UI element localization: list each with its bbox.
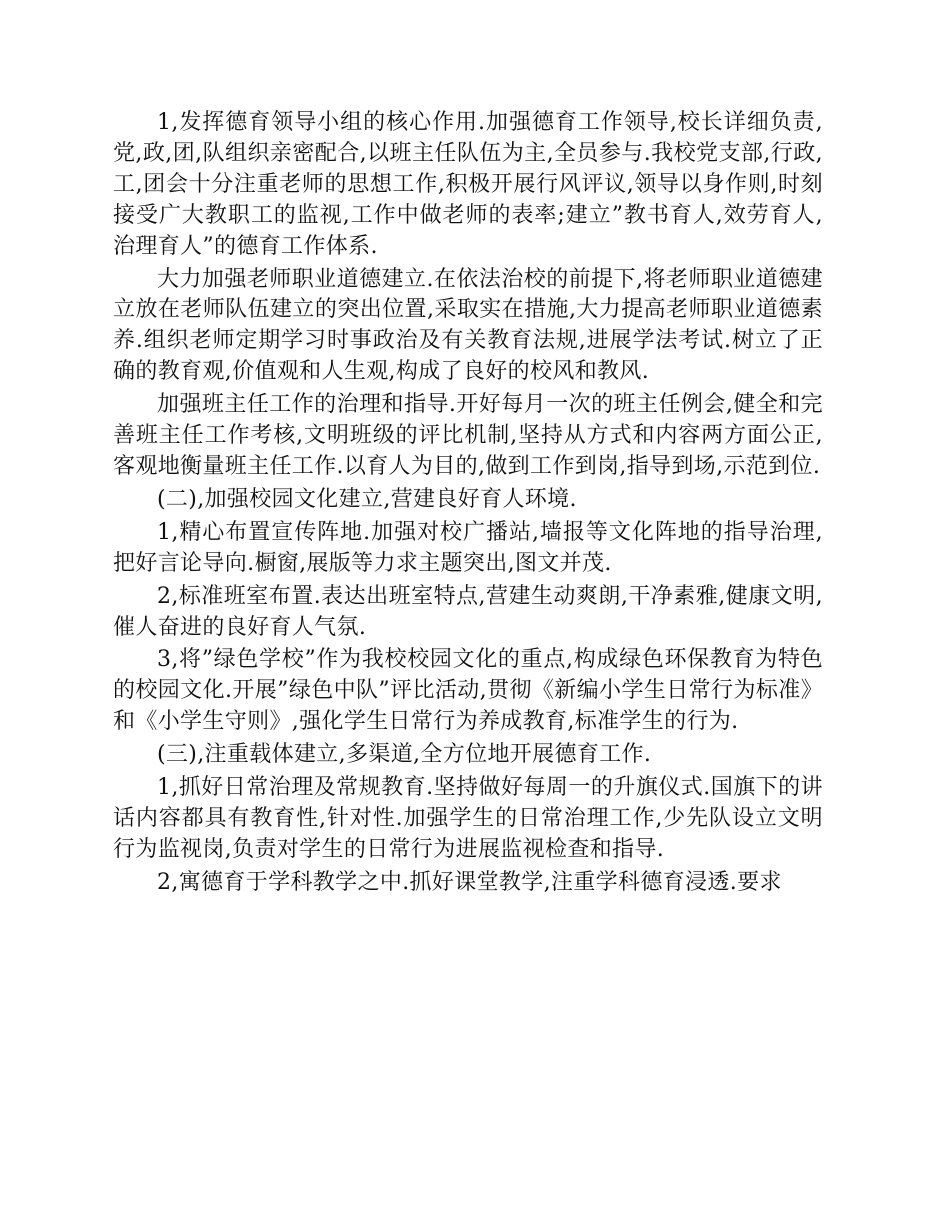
- paragraph-7: 1,抓好日常治理及常规教育.坚持做好每周一的升旗仪式.国旗下的讲话内容都具有教育性,针对性.加强学生的日常治理工作,少先队设立文明行为监视岗,负责对学生的日常行为进展监视检查和指导.: [113, 775, 823, 862]
- section-heading-2: (二),加强校园文化建立,营建良好育人环境.: [157, 486, 577, 512]
- paragraph-3: 加强班主任工作的治理和指导.开好每月一次的班主任例会,健全和完善班主任工作考核,文明班级的评比机制,坚持从方式和内容两方面公正,客观地衡量班主任工作.以育人为目的,做到工作到岗,指导到场,示范到位.: [113, 392, 823, 479]
- paragraph-6: 3,将”绿色学校”作为我校校园文化的重点,构成绿色环保教育为特色的校园文化.开展”绿色中队”评比活动,贯彻《新编小学生日常行为标准》和《小学生守则》,强化学生日常行为养成教育,标准学生的行为.: [113, 647, 823, 735]
- paragraph-5: 2,标准班室布置.表达出班室特点,营建生动爽朗,干净素雅,健康文明,催人奋进的良好育人气氛.: [113, 583, 823, 640]
- document-page: [113, 108, 823, 901]
- paragraph-8: 2,寓德育于学科教学之中.抓好课堂教学,注重学科德育浸透.要求: [157, 869, 782, 895]
- paragraph-4: 1,精心布置宣传阵地.加强对校广播站,墙报等文化阵地的指导治理,把好言论导向.橱窗,展版等力求主题突出,图文并茂.: [113, 519, 823, 576]
- section-heading-3: (三),注重载体建立,多渠道,全方位地开展德育工作.: [157, 742, 652, 768]
- paragraph-1: 1,发挥德育领导小组的核心作用.加强德育工作领导,校长详细负责,党,政,团,队组织亲密配合,以班主任队伍为主,全员参与.我校党支部,行政,工,团会十分注重老师的思想工作,积极开展行风评议,领导以身作则,时刻接受广大教职工的监视,工作中做老师的表率;建立”教书育人,效劳育人,治理育人”的德育工作体系.: [113, 110, 823, 259]
- paragraph-2: 大力加强老师职业道德建立.在依法治校的前提下,将老师职业道德建立放在老师队伍建立的突出位置,采取实在措施,大力提高老师职业道德素养.组织老师定期学习时事政治及有关教育法规,进展学法考试.树立了正确的教育观,价值观和人生观,构成了良好的校风和教风.: [113, 266, 823, 385]
